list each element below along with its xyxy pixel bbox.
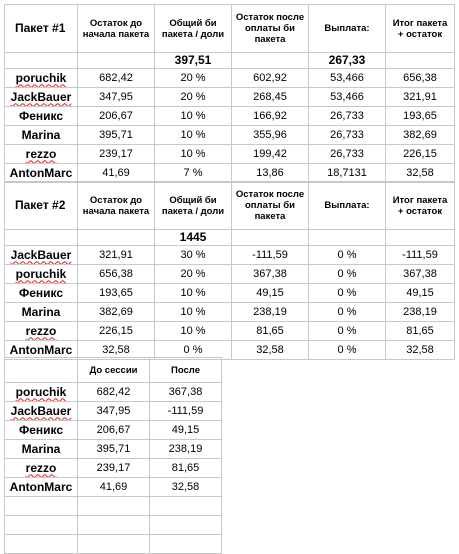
after-cell[interactable]: 49,15	[150, 421, 222, 440]
cell[interactable]	[386, 53, 455, 69]
player-name-cell[interactable]	[5, 145, 78, 164]
table-row	[5, 88, 455, 107]
before-session-cell[interactable]: 239,17	[78, 459, 150, 478]
player-name-cell[interactable]	[5, 88, 78, 107]
player-name: AntonMarc	[9, 165, 73, 180]
payout-cell[interactable]: 53,466	[309, 88, 386, 107]
player-name-cell[interactable]	[5, 284, 78, 303]
col-header-result[interactable]: Итог пакета + остаток	[386, 182, 455, 230]
payout-cell[interactable]: 0 %	[309, 322, 386, 341]
balance-after-cell[interactable]: -111,59	[232, 246, 309, 265]
after-cell[interactable]: -111,59	[150, 402, 222, 421]
cell[interactable]	[232, 53, 309, 69]
payout-cell[interactable]: 0 %	[309, 284, 386, 303]
table-row	[5, 459, 222, 478]
cell[interactable]	[78, 535, 150, 554]
player-name: Marina	[21, 441, 61, 456]
result-cell[interactable]: -111,59	[386, 246, 455, 265]
start-balance-cell[interactable]: 41,69	[78, 164, 155, 183]
player-name-cell[interactable]	[5, 440, 78, 459]
payout-cell[interactable]: 26,733	[309, 145, 386, 164]
start-balance-cell[interactable]: 193,65	[78, 284, 155, 303]
col-header-total-bi-share[interactable]: Общий би пакета / доли	[155, 182, 232, 230]
packet-1-table	[4, 4, 455, 183]
cell[interactable]	[232, 230, 309, 246]
after-cell[interactable]: 238,19	[150, 440, 222, 459]
table-row	[5, 145, 455, 164]
balance-after-cell[interactable]: 49,15	[232, 284, 309, 303]
player-name: poruchik	[15, 70, 67, 85]
payout-cell[interactable]: 26,733	[309, 107, 386, 126]
share-cell[interactable]: 20 %	[155, 265, 232, 284]
packet-1-title[interactable]: Пакет #1	[5, 5, 78, 53]
cell[interactable]	[5, 230, 78, 246]
result-cell[interactable]: 382,69	[386, 126, 455, 145]
balance-after-cell[interactable]: 81,65	[232, 322, 309, 341]
player-name-cell[interactable]	[5, 164, 78, 183]
payout-cell[interactable]: 53,466	[309, 69, 386, 88]
table-row	[5, 303, 455, 322]
table-row	[5, 246, 455, 265]
col-header-payout[interactable]: Выплата:	[309, 5, 386, 53]
start-balance-cell[interactable]: 382,69	[78, 303, 155, 322]
player-name-cell[interactable]	[5, 383, 78, 402]
payout-cell[interactable]: 0 %	[309, 341, 386, 360]
empty-row	[5, 497, 222, 516]
player-name: rezzo	[25, 146, 57, 161]
table-row	[5, 284, 455, 303]
cell[interactable]	[150, 535, 222, 554]
before-session-cell[interactable]: 206,67	[78, 421, 150, 440]
player-name: JackBauer	[10, 247, 72, 262]
player-name-cell[interactable]	[5, 478, 78, 497]
share-cell[interactable]: 7 %	[155, 164, 232, 183]
result-cell[interactable]: 238,19	[386, 303, 455, 322]
balance-after-cell[interactable]: 199,42	[232, 145, 309, 164]
before-session-cell[interactable]: 41,69	[78, 478, 150, 497]
start-balance-cell[interactable]: 239,17	[78, 145, 155, 164]
balance-after-cell[interactable]: 367,38	[232, 265, 309, 284]
balance-after-cell[interactable]: 602,92	[232, 69, 309, 88]
cell[interactable]	[5, 535, 78, 554]
balance-after-cell[interactable]: 238,19	[232, 303, 309, 322]
result-cell[interactable]: 226,15	[386, 145, 455, 164]
col-header-before-session[interactable]: До сессии	[78, 358, 150, 383]
payout-cell[interactable]: 0 %	[309, 265, 386, 284]
player-name: JackBauer	[10, 89, 72, 104]
cell[interactable]	[5, 53, 78, 69]
table-row	[5, 107, 455, 126]
share-cell[interactable]: 30 %	[155, 246, 232, 265]
start-balance-cell[interactable]: 32,58	[78, 341, 155, 360]
cell[interactable]	[150, 516, 222, 535]
col-header-balance-after[interactable]: Остаток после оплаты би пакета	[232, 5, 309, 53]
start-balance-cell[interactable]: 395,71	[78, 126, 155, 145]
player-name: JackBauer	[10, 403, 72, 418]
cell[interactable]	[150, 497, 222, 516]
player-name-cell[interactable]	[5, 322, 78, 341]
player-name: AntonMarc	[9, 342, 73, 357]
packet-2-header-row	[5, 182, 455, 230]
player-name-cell[interactable]	[5, 246, 78, 265]
cell[interactable]	[78, 53, 155, 69]
payout-cell[interactable]: 26,733	[309, 126, 386, 145]
col-header-start-balance[interactable]: Остаток до начала пакета	[78, 182, 155, 230]
cell[interactable]	[78, 497, 150, 516]
cell[interactable]	[5, 358, 78, 383]
cell[interactable]	[78, 230, 155, 246]
balance-after-cell[interactable]: 13,86	[232, 164, 309, 183]
cell[interactable]	[5, 516, 78, 535]
table-row	[5, 383, 222, 402]
col-header-payout[interactable]: Выплата:	[309, 182, 386, 230]
share-cell[interactable]: 10 %	[155, 303, 232, 322]
share-cell[interactable]: 10 %	[155, 126, 232, 145]
cell[interactable]	[5, 497, 78, 516]
share-cell[interactable]: 20 %	[155, 69, 232, 88]
share-cell[interactable]: 10 %	[155, 145, 232, 164]
player-name: Феникс	[18, 108, 64, 123]
result-cell[interactable]: 193,65	[386, 107, 455, 126]
player-name: poruchik	[15, 266, 67, 281]
share-cell[interactable]: 0 %	[155, 341, 232, 360]
packet-2-table	[4, 181, 455, 360]
player-name: Феникс	[18, 285, 64, 300]
player-name: rezzo	[25, 323, 57, 338]
share-cell[interactable]: 10 %	[155, 284, 232, 303]
player-name: AntonMarc	[9, 479, 73, 494]
packet-1-header-row	[5, 5, 455, 53]
result-cell[interactable]: 49,15	[386, 284, 455, 303]
table-row	[5, 402, 222, 421]
after-cell[interactable]: 32,58	[150, 478, 222, 497]
cell[interactable]	[78, 516, 150, 535]
col-header-start-balance[interactable]: Остаток до начала пакета	[78, 5, 155, 53]
player-name-cell[interactable]	[5, 459, 78, 478]
balance-after-cell[interactable]: 32,58	[232, 341, 309, 360]
total-bi-cell[interactable]: 397,51	[155, 53, 232, 69]
player-name-cell[interactable]	[5, 402, 78, 421]
share-cell[interactable]: 20 %	[155, 88, 232, 107]
col-header-total-bi-share[interactable]: Общий би пакета / доли	[155, 5, 232, 53]
payout-cell[interactable]: 18,7131	[309, 164, 386, 183]
before-session-cell[interactable]: 682,42	[78, 383, 150, 402]
payout-cell[interactable]: 0 %	[309, 246, 386, 265]
table-row	[5, 421, 222, 440]
table-row	[5, 126, 455, 145]
col-header-balance-after[interactable]: Остаток после оплаты би пакета	[232, 182, 309, 230]
col-header-after[interactable]: После	[150, 358, 222, 383]
balance-after-cell[interactable]: 268,45	[232, 88, 309, 107]
payout-cell[interactable]: 0 %	[309, 303, 386, 322]
empty-row	[5, 535, 222, 554]
start-balance-cell[interactable]: 682,42	[78, 69, 155, 88]
packet-2-totals-row	[5, 230, 455, 246]
balance-after-cell[interactable]: 166,92	[232, 107, 309, 126]
player-name-cell[interactable]	[5, 126, 78, 145]
player-name-cell[interactable]	[5, 421, 78, 440]
after-cell[interactable]: 81,65	[150, 459, 222, 478]
table-row	[5, 265, 455, 284]
result-cell[interactable]: 656,38	[386, 69, 455, 88]
cell[interactable]	[309, 230, 386, 246]
empty-row	[5, 516, 222, 535]
table-row	[5, 322, 455, 341]
after-cell[interactable]: 367,38	[150, 383, 222, 402]
table-row	[5, 164, 455, 183]
table-row	[5, 478, 222, 497]
start-balance-cell[interactable]: 347,95	[78, 88, 155, 107]
summary-table	[4, 357, 222, 554]
player-name-cell[interactable]	[5, 265, 78, 284]
before-session-cell[interactable]: 347,95	[78, 402, 150, 421]
start-balance-cell[interactable]: 206,67	[78, 107, 155, 126]
player-name: Marina	[21, 127, 61, 142]
player-name: Marina	[21, 304, 61, 319]
result-cell[interactable]: 32,58	[386, 164, 455, 183]
packet-1-totals-row	[5, 53, 455, 69]
share-cell[interactable]: 10 %	[155, 322, 232, 341]
player-name: Феникс	[18, 422, 64, 437]
result-cell[interactable]: 32,58	[386, 341, 455, 360]
player-name-cell[interactable]	[5, 69, 78, 88]
player-name: rezzo	[25, 460, 57, 475]
table-row	[5, 440, 222, 459]
start-balance-cell[interactable]: 321,91	[78, 246, 155, 265]
start-balance-cell[interactable]: 656,38	[78, 265, 155, 284]
before-session-cell[interactable]: 395,71	[78, 440, 150, 459]
packet-2-title[interactable]: Пакет #2	[5, 182, 78, 230]
start-balance-cell[interactable]: 226,15	[78, 322, 155, 341]
total-payout-cell[interactable]: 267,33	[309, 53, 386, 69]
col-header-result[interactable]: Итог пакета + остаток	[386, 5, 455, 53]
player-name: poruchik	[15, 384, 67, 399]
result-cell[interactable]: 81,65	[386, 322, 455, 341]
cell[interactable]	[386, 230, 455, 246]
summary-header-row	[5, 358, 222, 383]
result-cell[interactable]: 321,91	[386, 88, 455, 107]
total-bi-cell[interactable]: 1445	[155, 230, 232, 246]
result-cell[interactable]: 367,38	[386, 265, 455, 284]
table-row	[5, 69, 455, 88]
player-name-cell[interactable]	[5, 107, 78, 126]
player-name-cell[interactable]	[5, 303, 78, 322]
balance-after-cell[interactable]: 355,96	[232, 126, 309, 145]
share-cell[interactable]: 10 %	[155, 107, 232, 126]
